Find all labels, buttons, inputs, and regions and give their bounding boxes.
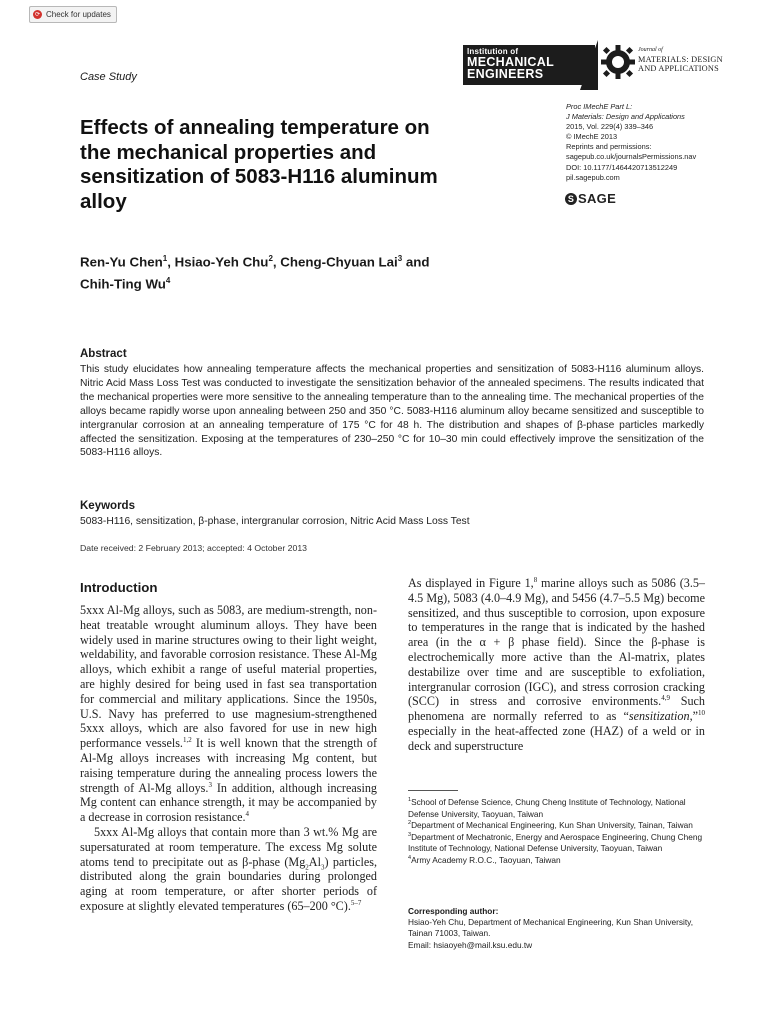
logo-line-2: MECHANICAL xyxy=(467,55,555,69)
journal-logo-line-2: MATERIALS: DESIGN xyxy=(638,55,723,64)
author-name: Chih-Ting Wu xyxy=(80,276,166,292)
paragraph-text: Such phenomena are normally referred to as “ xyxy=(408,694,705,724)
affiliation-sup: 4 xyxy=(408,854,412,861)
affiliation-sup: 2 xyxy=(408,820,412,827)
logo-line-1: Institution of xyxy=(467,47,519,56)
corresponding-author-heading: Corresponding author: xyxy=(408,906,499,916)
affiliation-item xyxy=(408,855,718,867)
affiliation-item xyxy=(408,820,718,832)
paper-title: Effects of annealing temperature on the mechanical properties and sensitization of 5083-H116 aluminum alloy xyxy=(80,116,438,213)
paragraph-text: especially in the heat-affected zone (HAZ) of a weld or in deck and superstructure xyxy=(408,723,705,753)
keywords-text: 5083-H116, sensitization, β-phase, intergranular corrosion, Nitric Acid Mass Loss Test xyxy=(80,516,470,527)
author-affiliation-sup: 1 xyxy=(162,254,168,263)
introduction-heading: Introduction xyxy=(80,580,158,595)
abstract-text: This study elucidates how annealing temperature affects the mechanical properties and sensitization of 5083-H116 aluminum alloys. Nitric Acid Mass Loss Test was conducted to investigate the sensitization behavior of the annealed specimens. The results indicated that the mechanical properties were more sensitive to the annealing temperature than to the annealing time. The mechanical properties of the alloys became rapidly worse upon annealing between 250 and 350 °C. 5083-H116 aluminum alloy became sensitized and susceptible to intergranular corrosion at an annealing temperature of 175 °C for 48 h. The distribution and shapes of β-phase particles markedly affected the sensitization. Exposing at the temperatures of 230–250 °C for 10–30 min could effectively improve the sensitization of the 5083-H116 alloys. xyxy=(80,364,704,459)
author-name: Cheng-Chyuan Lai xyxy=(280,254,398,270)
refresh-icon: ⟳ xyxy=(34,12,41,18)
sage-mark-icon: S xyxy=(565,193,577,205)
author-separator: , xyxy=(272,254,281,270)
paragraph-text: As displayed in Figure 1, xyxy=(408,576,534,590)
paragraph-text: ,” xyxy=(689,709,698,724)
sage-wordmark: SAGE xyxy=(578,191,617,206)
affiliation-text: Department of Mechatronic, Energy and Aerospace Engineering, Chung Cheng Institute of Technology, National Defense University, Taoyuan, Taiwan xyxy=(408,831,703,853)
paragraph-text: marine alloys such as 5086 (3.5–4.5 Mg), 5083 (4.0–4.9 Mg), and 5456 (4.7–5.5 Mg) become sensitized, and thus susceptible to corrosion, upon exposure to temperatures in the range that is indicated by the hashed area (in the α + β phase field). Since the β-phase is electrochemically more active than the Al-matrix, plates destabilize over time and are susceptible to exfoliation, intergranular corrosion (IGC), and stress corrosion cracking (SCC) in stress and corrosive environments. xyxy=(408,576,705,709)
meta-journal-part: Proc IMechE Part L: xyxy=(566,102,633,111)
affiliation-item xyxy=(408,832,718,855)
paragraph-text: It is well known that the strength of Al-Mg alloys increases with increasing Mg content, but raising temperature during the annealing process lowers the strength of Al-Mg alloys. xyxy=(80,736,377,795)
keywords-heading: Keywords xyxy=(80,500,135,512)
corresponding-author-email[interactable]: Email: hsiaoyeh@mail.ksu.edu.tw xyxy=(408,939,533,950)
check-for-updates-button[interactable] xyxy=(29,6,117,23)
paragraph xyxy=(80,603,377,825)
author-list xyxy=(80,249,540,294)
meta-site-link[interactable]: pil.sagepub.com xyxy=(566,172,620,182)
citation-sup: 5–7 xyxy=(350,898,362,907)
imeche-logo xyxy=(463,45,595,85)
logo-divider-shape xyxy=(580,40,598,90)
subscript: 2 xyxy=(305,862,309,871)
paragraph xyxy=(408,576,705,754)
journal-logo xyxy=(600,40,750,88)
citation-sup: 8 xyxy=(533,575,538,584)
paragraph xyxy=(80,825,377,914)
author-separator: , xyxy=(167,254,175,270)
publication-meta xyxy=(566,102,756,183)
journal-logo-line-3: AND APPLICATIONS xyxy=(638,64,719,73)
body-column-right xyxy=(408,576,705,754)
abstract-heading: Abstract xyxy=(80,348,127,360)
journal-logo-line-1: Journal of xyxy=(638,47,663,53)
author-affiliation-sup: 2 xyxy=(268,254,273,263)
paragraph-text: In addition, although increasing Mg content can enhance strength, it may be accompanied by a decrease in corrosion resistance. xyxy=(80,780,377,825)
dates-line: Date received: 2 February 2013; accepted: 4 October 2013 xyxy=(80,543,307,553)
corresponding-author-address: Hsiao-Yeh Chu, Department of Mechanical Engineering, Kun Shan University, Tainan 71003, Taiwan. xyxy=(408,917,694,939)
logo-line-3: ENGINEERS xyxy=(467,67,544,81)
meta-permissions-link[interactable]: sagepub.co.uk/journalsPermissions.nav xyxy=(566,152,697,162)
citation-sup: 1,2 xyxy=(182,736,192,745)
author-affiliation-sup: 4 xyxy=(165,276,171,286)
author-affiliation-sup: 3 xyxy=(397,254,403,263)
footnote-divider xyxy=(408,790,458,791)
body-column-left xyxy=(80,603,377,914)
citation-sup: 10 xyxy=(698,709,705,718)
affiliation-sup: 1 xyxy=(408,797,412,804)
meta-journal-name: J Materials: Design and Applications xyxy=(566,112,685,122)
paragraph-text: Al xyxy=(308,854,321,869)
citation-sup: 3 xyxy=(208,780,212,789)
author-separator: and xyxy=(402,254,430,270)
affiliation-sup: 3 xyxy=(408,831,412,838)
meta-volume: 2015, Vol. 229(4) 339–346 xyxy=(566,122,654,132)
corresponding-author xyxy=(408,917,708,951)
affiliation-text: Army Academy R.O.C., Taoyuan, Taiwan xyxy=(411,854,561,865)
paragraph-text: 5xxx Al-Mg alloys that contain more than 3 wt.% Mg are supersaturated at room temperature. The excess Mg solute atoms tend to precipitate out as β-phase (Mg xyxy=(80,824,377,869)
check-for-updates-label: Check for updates xyxy=(46,10,111,19)
subscript: 3 xyxy=(320,862,325,871)
sage-logo xyxy=(565,191,616,206)
paragraph-text: ) particles, distributed along the grain boundaries during prolonged aging at room temperature, or after shorter periods of exposure at slightly elevated temperatures (65–200 °C). xyxy=(80,854,377,913)
article-type: Case Study xyxy=(80,71,137,83)
meta-reprints-label: Reprints and permissions: xyxy=(566,142,652,152)
citation-sup: 4 xyxy=(245,810,250,819)
affiliations xyxy=(408,797,718,866)
italic-term: sensitization xyxy=(628,709,690,724)
affiliation-item xyxy=(408,797,718,820)
paragraph-text: 5xxx Al-Mg alloys, such as 5083, are medium-strength, non-heat treatable wrought aluminum alloys. They have been widely used in marine structures owing to their light weight, weldability, and favorable corrosion resistance. These Al-Mg alloys, which exhibit a range of useful material properties, are highly desired for being used in fast sea transportation for commercial and military applications. Since the 1950s, U.S. Navy has preferred to use magnesium-strengthened 5xxx alloys, which are also favored for use in new high performance vessels. xyxy=(80,603,377,751)
affiliation-text: Department of Mechanical Engineering, Kun Shan University, Tainan, Taiwan xyxy=(411,820,693,830)
author-name: Hsiao-Yeh Chu xyxy=(174,254,269,270)
gear-icon xyxy=(600,42,636,82)
meta-copyright: © IMechE 2013 xyxy=(566,132,618,142)
meta-doi[interactable]: DOI: 10.1177/1464420713512249 xyxy=(566,162,678,172)
citation-sup: 4,9 xyxy=(661,694,670,703)
author-name: Ren-Yu Chen xyxy=(80,254,163,270)
affiliation-text: School of Defense Science, Chung Cheng Institute of Technology, National Defense University, Taoyuan, Taiwan xyxy=(408,797,686,819)
